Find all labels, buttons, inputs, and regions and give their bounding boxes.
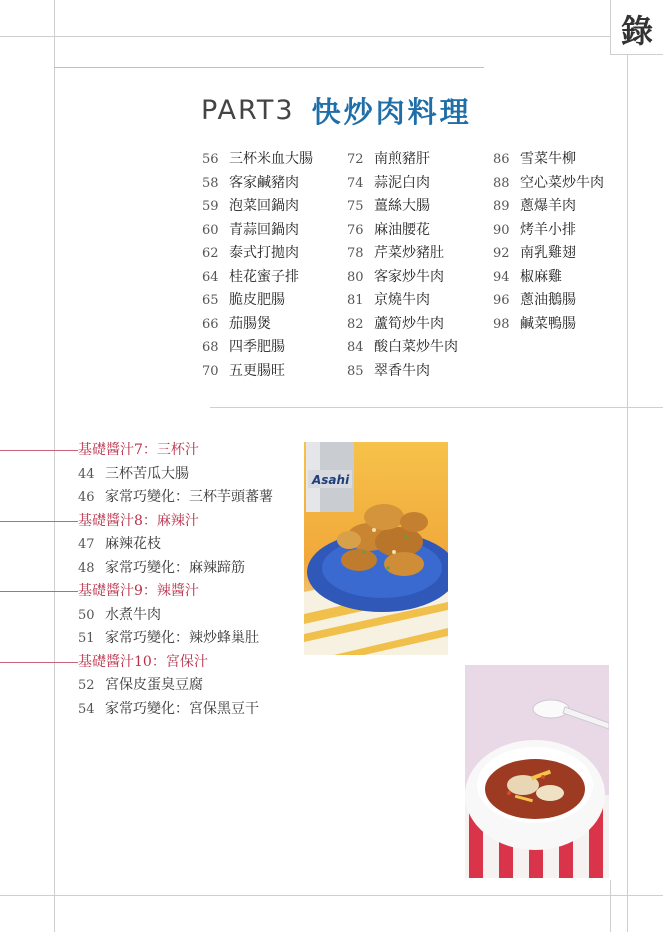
toc-entry [202,313,313,337]
sauce-recipe-entry [78,674,318,698]
toc-recipe-name: 蘆筍炒牛肉 [374,315,444,332]
toc-recipe-name: 三杯米血大腸 [229,151,313,167]
toc-entry [493,148,604,172]
sauce-recipe-entry [78,557,318,581]
toc-entry [347,219,458,243]
sauce-page-number: 50 [78,607,95,623]
toc-page-number: 70 [202,363,219,379]
part-title [201,90,472,130]
toc-page-number: 80 [347,269,364,285]
toc-entry [347,336,458,360]
toc-recipe-name: 泡菜回鍋肉 [229,198,299,214]
toc-recipe-name: 酸白菜炒牛肉 [374,339,458,355]
toc-page-number: 86 [493,152,510,167]
toc-page-number: 60 [202,222,219,238]
toc-page-number: 62 [202,246,219,261]
sauce-heading: 基礎醬汁8：麻辣汁 [78,512,199,529]
part-name: 快炒肉料理 [311,95,472,129]
toc-page-number: 68 [202,340,219,355]
toc-entry [347,266,458,290]
toc-entry [347,242,458,266]
toc-page-number: 81 [347,293,364,308]
toc-recipe-name: 南煎豬肝 [374,151,430,167]
sauce-rule-7 [0,450,78,451]
sauce-recipe-entry [78,627,318,651]
toc-page-number: 76 [347,222,364,238]
bottom-rule [0,895,663,896]
toc-recipe-name: 五更腸旺 [229,362,285,379]
sauce-heading: 基礎醬汁9：辣醬汁 [78,583,199,599]
toc-recipe-name: 四季肥腸 [229,339,285,355]
toc-page-number: 74 [347,175,364,191]
part-label: PART3 [201,95,295,126]
toc-entry [202,360,313,384]
left-margin-line [54,0,55,932]
sauce-rule-10 [0,662,78,663]
toc-recipe-name: 蔥爆羊肉 [520,198,576,214]
toc-page-number: 56 [202,152,219,167]
toc-recipe-name: 烤羊小排 [520,221,576,238]
toc-recipe-name: 鹹菜鴨腸 [520,315,576,332]
toc-entry [347,360,458,384]
soup-bowl-photo [465,665,609,878]
toc-recipe-name: 蒜泥白肉 [374,174,430,191]
toc-recipe-name: 雪菜牛柳 [520,151,576,167]
sauce-recipe-entry [78,698,318,722]
sauce-recipe-name: 麻辣花枝 [105,536,161,552]
toc-entry [202,219,313,243]
toc-page-number: 90 [493,222,510,238]
toc-recipe-name: 椒麻雞 [520,268,562,285]
toc-recipe-name: 薑絲大腸 [374,198,430,214]
toc-entry [493,313,604,337]
sauce-recipe-name: 家常巧變化：辣炒蜂巢肚 [105,630,259,646]
toc-entry [202,242,313,266]
toc-page-number: 88 [493,175,510,191]
toc-entry [347,172,458,196]
sauce-recipe-entry [78,486,318,510]
sauce-heading: 基礎醬汁7：三杯汁 [78,442,199,458]
toc-entry [493,219,604,243]
toc-entry [347,195,458,219]
sauce-page-number: 47 [78,537,95,552]
sauce-page-number: 46 [78,490,95,505]
toc-page-number: 64 [202,269,219,285]
sauce-page-number: 52 [78,678,95,693]
toc-entry [493,195,604,219]
toc-entry [493,172,604,196]
toc-recipe-name: 芹菜炒豬肚 [374,245,444,261]
toc-column-2 [347,148,458,383]
right-margin-line [627,54,628,932]
toc-recipe-name: 空心菜炒牛肉 [520,174,604,191]
toc-entry [493,266,604,290]
toc-page-number: 85 [347,363,364,379]
toc-page-number: 82 [347,316,364,332]
toc-entry [202,266,313,290]
toc-entry [347,289,458,313]
toc-recipe-name: 翠香牛肉 [374,362,430,379]
sauce-heading: 基礎醬汁10：宮保汁 [78,653,208,670]
toc-entry [202,289,313,313]
toc-page-number: 75 [347,199,364,214]
toc-page-number: 72 [347,152,364,167]
can-label: Asahi [312,473,350,487]
toc-recipe-name: 蔥油鵝腸 [520,292,576,308]
toc-recipe-name: 脆皮肥腸 [229,292,285,308]
sauce-recipe-entry [78,604,318,628]
toc-page-number: 66 [202,316,219,332]
toc-page-number: 96 [493,293,510,308]
toc-page-number: 89 [493,199,510,214]
toc-recipe-name: 泰式打拋肉 [229,245,299,261]
sauce-recipe-name: 家常巧變化：麻辣蹄筋 [105,559,245,576]
sauce-page-number: 51 [78,631,95,646]
toc-page-number: 92 [493,246,510,261]
bottom-right-line [610,880,611,932]
sauce-recipe-name: 宮保皮蛋臭豆腐 [105,677,203,693]
toc-page-number: 58 [202,175,219,191]
toc-recipe-name: 南乳雞翅 [520,245,576,261]
toc-recipe-name: 客家炒牛肉 [374,268,444,285]
toc-entry [493,289,604,313]
toc-entry [493,242,604,266]
sauce-recipe-name: 家常巧變化：三杯芋頭蕃薯 [105,489,273,505]
sauce-recipe-entry [78,463,318,487]
toc-recipe-name: 青蒜回鍋肉 [229,221,299,238]
sauce-rule-8 [0,521,78,522]
toc-recipe-name: 麻油腰花 [374,221,430,238]
sauce-page-number: 48 [78,560,95,576]
sauce-section-list [78,439,318,721]
toc-column-3 [493,148,604,336]
toc-entry [347,313,458,337]
toc-recipe-name: 茄腸煲 [229,315,271,332]
sauce-recipe-entry [78,533,318,557]
sauce-page-number: 44 [78,466,95,482]
toc-column-1 [202,148,313,383]
toc-page-number: 59 [202,199,219,214]
sauce-recipe-name: 家常巧變化：宮保黑豆干 [105,700,259,717]
toc-recipe-name: 桂花蜜子排 [229,268,299,285]
toc-recipe-name: 客家鹹豬肉 [229,174,299,191]
toc-entry [202,148,313,172]
toc-entry [202,195,313,219]
toc-page-number: 94 [493,269,510,285]
sauce-recipe-name: 三杯苦瓜大腸 [105,465,189,482]
top-rule [0,36,610,37]
toc-page-number: 78 [347,246,364,261]
toc-page-number: 84 [347,340,364,355]
toc-page-number: 65 [202,293,219,308]
fried-dish-photo [304,442,448,655]
toc-entry [347,148,458,172]
toc-page-number: 98 [493,316,510,332]
toc-recipe-name: 京燒牛肉 [374,292,430,308]
title-rule [54,67,484,68]
sauce-recipe-name: 水煮牛肉 [105,606,161,623]
toc-entry [202,172,313,196]
toc-entry [202,336,313,360]
sauce-page-number: 54 [78,701,95,717]
toc-divider-rule [210,407,663,408]
sauce-rule-9 [0,591,78,592]
index-tab-label: 錄 [620,12,653,50]
